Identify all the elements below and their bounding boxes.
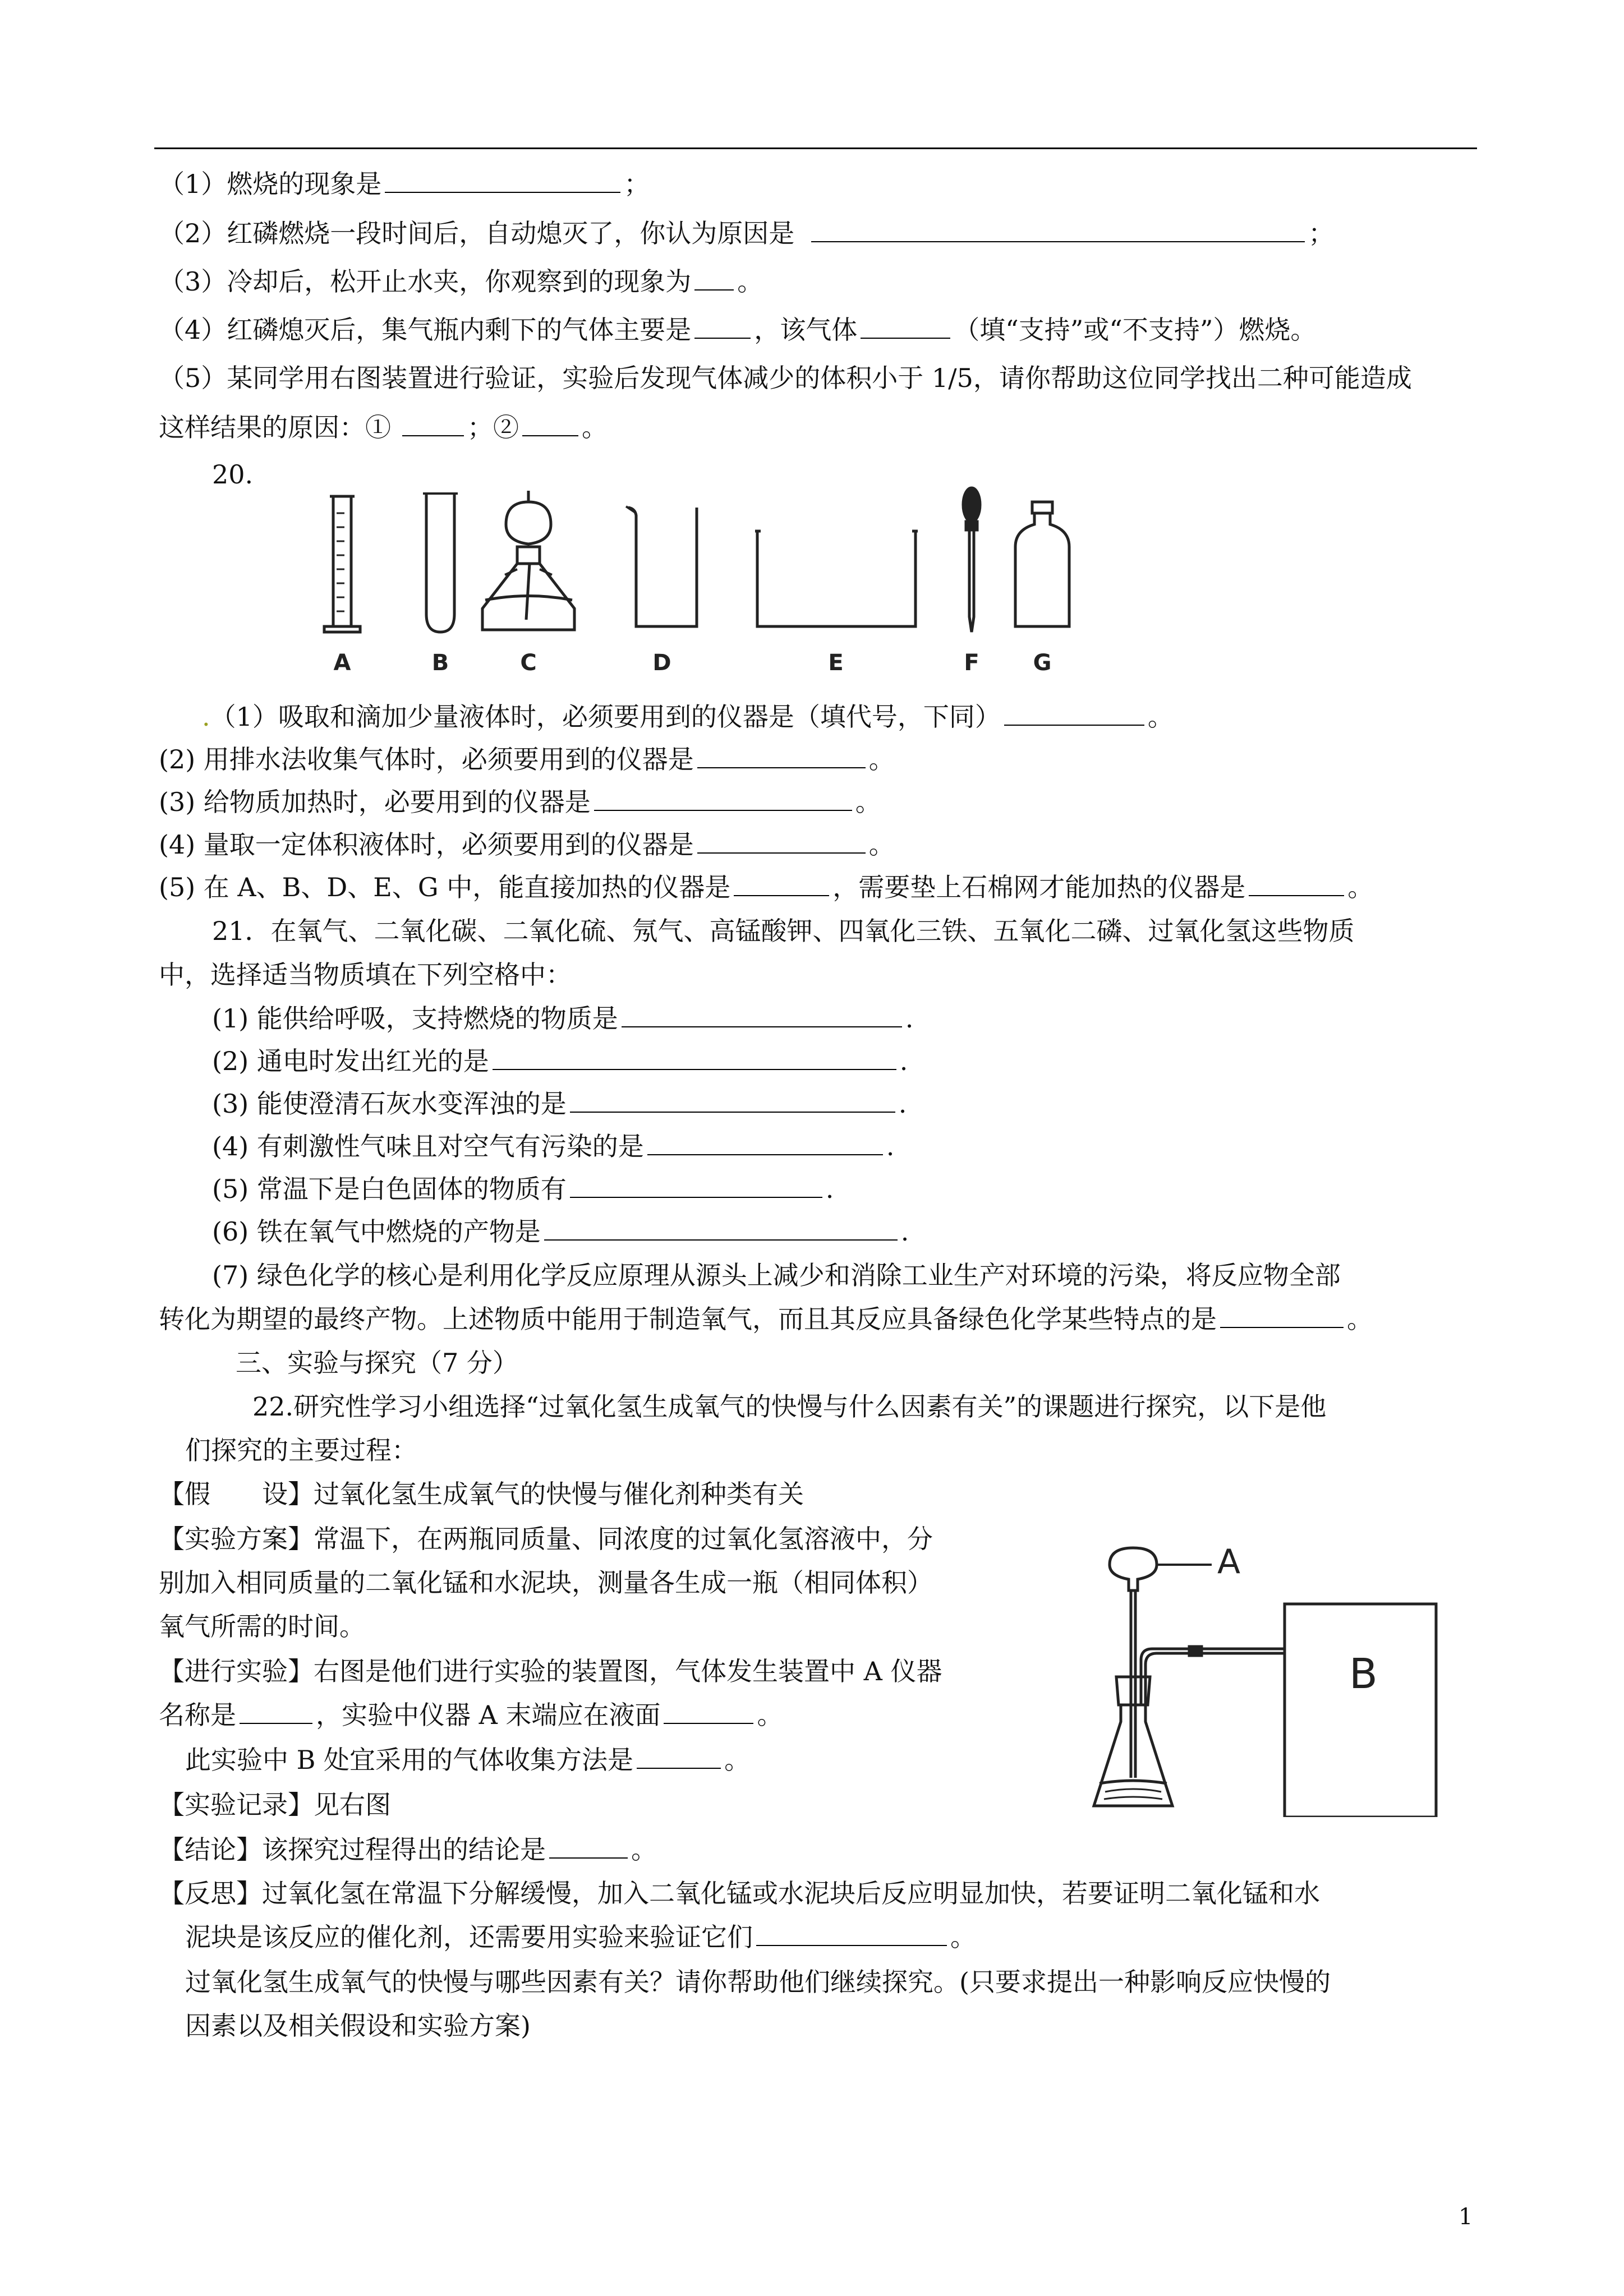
apparatus-label-g: G (1033, 650, 1052, 676)
q22-experiment-3: 此实验中 B 处宜采用的气体收集方法是 。 (185, 1743, 750, 1777)
apparatus-label-a: A (333, 650, 351, 676)
q20-number: 20. (212, 459, 254, 490)
apparatus-label-e: E (828, 650, 844, 676)
q22-plan-1: 【实验方案】常温下，在两瓶同质量、同浓度的过氧化氢溶液中，分 (159, 1524, 933, 1554)
answer-blank[interactable] (402, 411, 464, 436)
gas-generation-apparatus-figure (1077, 1537, 1481, 1817)
q22-intro-1: 22.研究性学习小组选择“过氧化氢生成氧气的快慢与什么因素有关”的课题进行探究，以下是他 (252, 1391, 1327, 1422)
delivery-tube-icon (1141, 1647, 1285, 1705)
q19-line-3: （3）冷却后，松开止水夹，你观察到的现象为 。 (159, 265, 763, 298)
q21-intro-1: 21．在氧气、二氧化碳、二氧化硫、氖气、高锰酸钾、四氧化三铁、五氧化二磷、过氧化氢这些物质 (212, 916, 1355, 946)
test-tube-icon (423, 494, 458, 632)
q22-experiment-2: 名称是 ，实验中仪器 A 末端应在液面 。 (159, 1698, 783, 1732)
q22-reflection-2: 泥块是该反应的催化剂，还需要用实验来验证它们 。 (185, 1920, 976, 1954)
q22-plan-2: 别加入相同质量的二氧化锰和水泥块，测量各生成一瓶（相同体积） (159, 1567, 933, 1598)
answer-blank[interactable] (240, 1698, 312, 1724)
answer-blank[interactable] (694, 265, 734, 291)
water-trough-icon (755, 530, 918, 626)
answer-blank[interactable] (756, 1920, 947, 1946)
q22-further-2: 因素以及相关假设和实验方案) (185, 2011, 531, 2041)
apparatus-label-f: F (964, 650, 979, 676)
answer-blank[interactable] (1249, 870, 1344, 896)
q22-plan-3: 氧气所需的时间。 (159, 1611, 365, 1642)
figure-label-b: B (1349, 1650, 1378, 1698)
long-neck-funnel-icon (1110, 1548, 1157, 1778)
q21-item-1: (1) 能供给呼吸，支持燃烧的物质是 . (212, 1002, 913, 1035)
q22-hypothesis: 【假 设】过氧化氢生成氧气的快慢与催化剂种类有关 (159, 1479, 804, 1509)
gas-collection-box (1285, 1604, 1436, 1817)
answer-blank[interactable] (664, 1698, 753, 1724)
answer-blank[interactable] (647, 1129, 883, 1155)
answer-blank[interactable] (697, 743, 866, 768)
answer-blank[interactable] (1220, 1302, 1344, 1328)
q21-item-6: (6) 铁在氧气中燃烧的产物是 . (212, 1215, 909, 1248)
answer-blank[interactable] (544, 1215, 898, 1241)
apparatus-label-c: C (520, 650, 537, 676)
answer-blank[interactable] (385, 167, 620, 193)
q19-line-4: （4）红磷熄灭后，集气瓶内剩下的气体主要是 ，该气体 （填“支持”或“不支持”）燃烧。 (159, 313, 1316, 347)
q21-item-7-line-2: 转化为期望的最终产物。上述物质中能用于制造氧气，而且其反应具备绿色化学某些特点的是 。 (159, 1302, 1373, 1336)
header-rule (154, 147, 1477, 149)
q22-further-1: 过氧化氢生成氧气的快慢与哪些因素有关？请你帮助他们继续探究。(只要求提出一种影响反应快慢的 (185, 1967, 1331, 1997)
conical-flask-icon (1094, 1677, 1172, 1806)
q20-line-3: (3) 给物质加热时，必要用到的仪器是 。 (159, 785, 881, 819)
answer-blank[interactable] (594, 785, 852, 811)
q22-intro-2: 们探究的主要过程： (185, 1435, 417, 1465)
q21-item-3: (3) 能使澄清石灰水变浑浊的是 . (212, 1087, 907, 1121)
q19-line-5: （5）某同学用右图装置进行验证，实验后发现气体减少的体积小于 1/5，请你帮助这位同学找出二种可能造成 (159, 363, 1412, 393)
beaker-icon (626, 506, 697, 626)
q20-line-1: .（1）吸取和滴加少量液体时，必须要用到的仪器是（填代号，下同） 。 (202, 700, 1174, 734)
apparatus-label-b: B (431, 650, 449, 676)
answer-blank[interactable] (622, 1002, 902, 1027)
q21-intro-2: 中，选择适当物质填在下列空格中： (159, 960, 572, 990)
q20-line-2: (2) 用排水法收集气体时，必须要用到的仪器是 。 (159, 743, 895, 776)
answer-blank[interactable] (811, 216, 1305, 242)
section-title: 三、实验与探究（7 分） (236, 1348, 518, 1378)
q22-experiment-1: 【进行实验】右图是他们进行实验的装置图，气体发生装置中 A 仪器 (159, 1656, 942, 1686)
figure-label-a: A (1217, 1542, 1241, 1582)
answer-blank[interactable] (637, 1743, 721, 1769)
q20-line-5: (5) 在 A、B、D、E、G 中，能直接加热的仪器是 ，需要垫上石棉网才能加热的仪器是 。 (159, 870, 1373, 904)
reagent-bottle-icon (1015, 502, 1069, 626)
answer-blank[interactable] (861, 313, 950, 339)
alcohol-lamp-icon (482, 491, 574, 630)
answer-blank[interactable] (697, 828, 866, 854)
q21-item-7-line-1: (7) 绿色化学的核心是利用化学反应原理从源头上减少和消除工业生产对环境的污染，将反应物全部 (212, 1260, 1341, 1290)
answer-blank[interactable] (1004, 700, 1144, 726)
q21-item-4: (4) 有刺激性气味且对空气有污染的是 . (212, 1129, 894, 1163)
q19-line-6: 这样结果的原因：① ；② 。 (159, 411, 608, 444)
dropper-icon (963, 488, 980, 632)
q21-item-5: (5) 常温下是白色固体的物质有 . (212, 1172, 834, 1206)
q20-line-4: (4) 量取一定体积液体时，必须要用到的仪器是 。 (159, 828, 895, 861)
q21-item-2: (2) 通电时发出红光的是 . (212, 1044, 908, 1078)
answer-blank[interactable] (493, 1044, 896, 1070)
q22-record: 【实验记录】见右图 (159, 1790, 391, 1820)
answer-blank[interactable] (694, 313, 751, 339)
answer-blank[interactable] (734, 870, 829, 896)
answer-blank[interactable] (570, 1087, 895, 1113)
page-number: 1 (1459, 2204, 1473, 2230)
lab-apparatus-figure (314, 480, 1167, 681)
graduated-cylinder-icon (324, 496, 360, 632)
answer-blank[interactable] (570, 1172, 822, 1198)
q22-reflection-1: 【反思】过氧化氢在常温下分解缓慢，加入二氧化锰或水泥块后反应明显加快，若要证明二氧化锰和水 (159, 1878, 1320, 1908)
q19-line-1: （1）燃烧的现象是 ； (159, 167, 650, 201)
apparatus-label-d: D (652, 650, 671, 676)
answer-blank[interactable] (522, 411, 578, 436)
q22-conclusion: 【结论】该探究过程得出的结论是 。 (159, 1833, 657, 1866)
q19-line-2: （2）红磷燃烧一段时间后，自动熄灭了，你认为原因是 ； (159, 216, 1334, 250)
answer-blank[interactable] (549, 1833, 628, 1859)
